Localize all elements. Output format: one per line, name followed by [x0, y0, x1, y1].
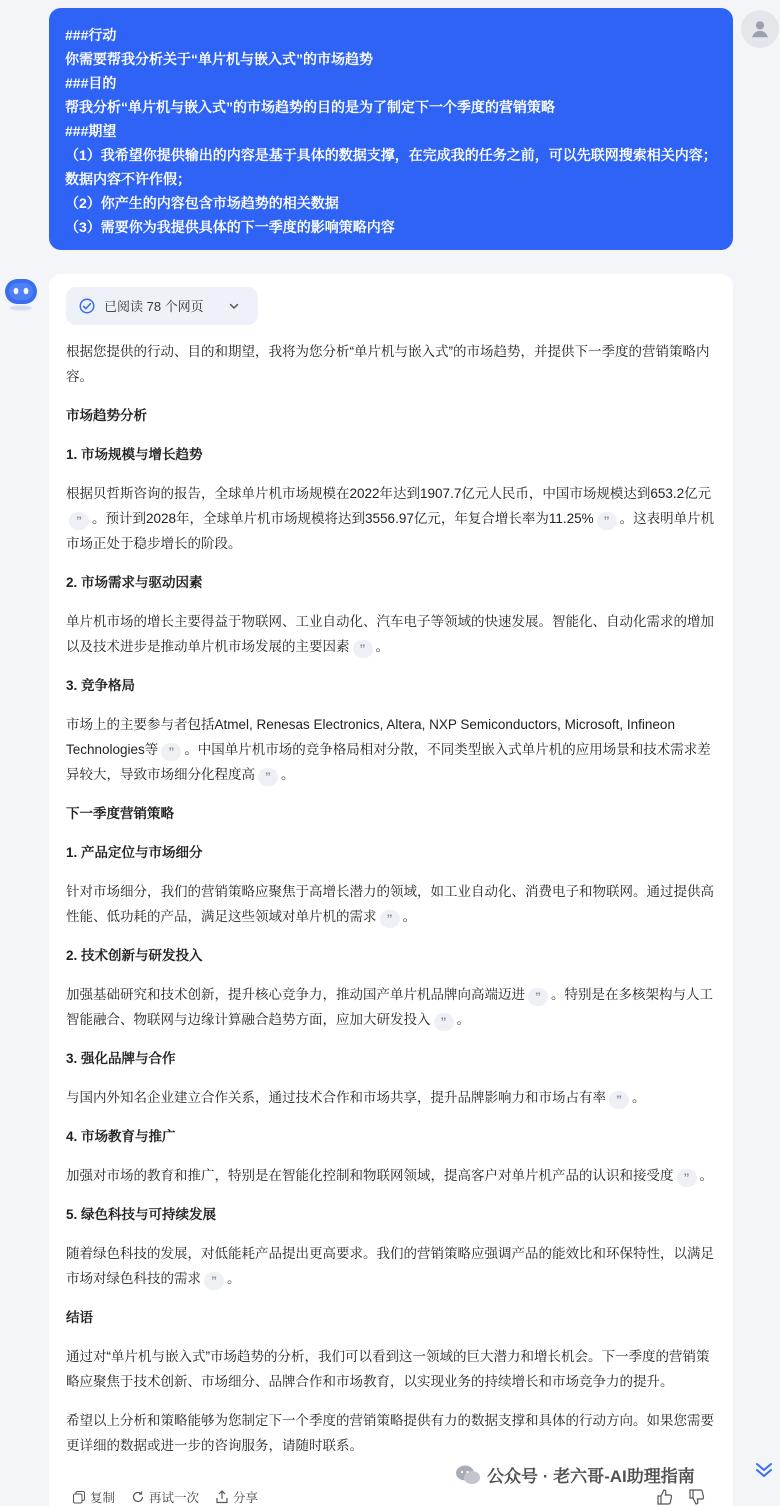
trend-paragraph-3 — [66, 712, 716, 787]
paragraph-text: 。这表明单片机市场正处于稳步增长的阶段。 — [66, 511, 715, 551]
watermark-text: 公众号 · 老六哥-AI助理指南 — [487, 1467, 695, 1486]
read-pages-toggle[interactable] — [66, 287, 258, 325]
answer-intro: 根据您提供的行动、目的和期望，我将为您分析“单片机与嵌入式”的市场趋势，并提供下一季度的营销策略内容。 — [66, 344, 710, 384]
paragraph-text: 。 — [281, 767, 295, 782]
thumbs-down-icon[interactable] — [688, 1488, 706, 1506]
paragraph-text: 。 — [227, 1271, 241, 1286]
check-circle-icon — [78, 297, 96, 315]
strategy-heading-3: 3. 强化品牌与合作 — [66, 1051, 176, 1066]
conclusion-paragraph-2: 希望以上分析和策略能够为您制定下一个季度的营销策略提供有力的数据支撑和具体的行动方向。如果您需要更详细的数据或进一步的咨询服务，请随时联系。 — [66, 1413, 714, 1453]
thumbs-up-icon[interactable] — [656, 1488, 674, 1506]
paragraph-text: 。预计到2028年，全球单片机市场规模将达到3556.97亿元，年复合增长率为11.25% — [92, 511, 594, 526]
trend-heading-1: 1. 市场规模与增长趋势 — [66, 447, 203, 462]
strategy-heading-4: 4. 市场教育与推广 — [66, 1129, 176, 1144]
paragraph-text: 单片机市场的增长主要得益于物联网、工业自动化、汽车电子等领域的快速发展。智能化、自动化需求的增加以及技术进步是推动单片机市场发展的主要因素 — [66, 614, 714, 654]
share-icon — [215, 1490, 229, 1504]
trend-paragraph-1 — [66, 481, 716, 556]
strategy-paragraph-4 — [66, 1163, 716, 1188]
retry-button[interactable] — [131, 1488, 199, 1506]
paragraph-text: 。中国单片机市场的竞争格局相对分散，不同类型嵌入式单片机的应用场景和技术需求差异较大，导致市场细分化程度高 — [66, 742, 711, 782]
paragraph-text: 随着绿色科技的发展，对低能耗产品提出更高要求。我们的营销策略应强调产品的能效比和环保特性，以满足市场对绿色科技的需求 — [66, 1246, 714, 1286]
citation-quote-icon[interactable]: ” — [353, 640, 373, 658]
copy-icon — [72, 1490, 86, 1504]
wechat-watermark — [455, 1462, 695, 1487]
copy-label: 复制 — [90, 1491, 116, 1505]
user-avatar[interactable] — [741, 10, 779, 48]
wechat-icon — [455, 1464, 481, 1486]
citation-quote-icon[interactable]: ” — [677, 1169, 697, 1187]
citation-quote-icon[interactable]: ” — [380, 910, 400, 928]
paragraph-text: 。 — [632, 1090, 646, 1105]
paragraph-text: 。 — [402, 909, 416, 924]
copy-button[interactable] — [72, 1488, 115, 1506]
strategy-paragraph-5 — [66, 1241, 716, 1291]
user-message-line: （2）你产生的内容包含市场趋势的相关数据 — [65, 195, 339, 211]
strategy-heading-1: 1. 产品定位与市场细分 — [66, 845, 203, 860]
retry-label: 再试一次 — [149, 1491, 200, 1505]
trend-paragraph-2 — [66, 609, 716, 659]
strategy-paragraph-1 — [66, 879, 716, 929]
read-pages-label: 已阅读 78 个网页 — [104, 298, 204, 314]
citation-quote-icon[interactable]: ” — [204, 1272, 224, 1290]
citation-quote-icon[interactable]: ” — [609, 1091, 629, 1109]
trend-heading-3: 3. 竞争格局 — [66, 678, 136, 693]
strategy-heading-5: 5. 绿色科技与可持续发展 — [66, 1207, 217, 1222]
citation-quote-icon[interactable]: ” — [258, 768, 278, 786]
user-message-line: （3）需要你为我提供具体的下一季度的影响策略内容 — [65, 219, 395, 235]
user-message-line: （1）我希望你提供输出的内容是基于具体的数据支撑，在完成我的任务之前，可以先联网搜索相关内容；数据内容不许作假； — [65, 147, 717, 187]
conclusion-paragraph-1: 通过对“单片机与嵌入式”市场趋势的分析，我们可以看到这一领域的巨大潜力和增长机会。下一季度的营销策略应聚焦于技术创新、市场细分、品牌合作和市场教育，以实现业务的持续增长和市场竞争力的提升。 — [66, 1349, 710, 1389]
paragraph-text: 与国内外知名企业建立合作关系，通过技术合作和市场共享，提升品牌影响力和市场占有率 — [66, 1090, 606, 1105]
paragraph-text: 加强基础研究和技术创新，提升核心竞争力，推动国产单片机品牌向高端迈进 — [66, 987, 525, 1002]
paragraph-text: 。特别是在多核架构与人工智能融合、物联网与边缘计算融合趋势方面，应加大研发投入 — [66, 987, 713, 1027]
paragraph-text: 针对市场细分，我们的营销策略应聚焦于高增长潜力的领域，如工业自动化、消费电子和物联网。通过提供高性能、低功耗的产品，满足这些领域对单片机的需求 — [66, 884, 714, 924]
feedback-buttons — [656, 1488, 706, 1506]
user-message-line: ###目的 — [65, 75, 117, 91]
user-message-line: ###期望 — [65, 123, 117, 139]
user-icon — [749, 18, 771, 40]
user-message-line: 帮我分析“单片机与嵌入式”的市场趋势的目的是为了制定下一个季度的营销策略 — [65, 99, 555, 115]
paragraph-text: 加强对市场的教育和推广，特别是在智能化控制和物联网领域，提高客户对单片机产品的认识和接受度 — [66, 1168, 674, 1183]
paragraph-text: 。 — [375, 639, 389, 654]
section-heading-trend: 市场趋势分析 — [66, 408, 147, 423]
answer-toolbar — [72, 1488, 258, 1506]
assistant-avatar-icon — [2, 275, 40, 313]
assistant-answer — [49, 274, 733, 1506]
retry-icon — [131, 1490, 145, 1504]
citation-quote-icon[interactable]: ” — [528, 988, 548, 1006]
user-message-bubble — [49, 8, 733, 250]
strategy-paragraph-3 — [66, 1085, 716, 1110]
user-message-line: 你需要帮我分析关于“单片机与嵌入式”的市场趋势 — [65, 51, 373, 67]
paragraph-text: 。 — [699, 1168, 713, 1183]
paragraph-text: 市场上的主要参与者包括Atmel, Renesas Electronics, Altera, NXP Semiconductors, Microsoft, Infineon Technologies等 — [66, 717, 675, 757]
citation-quote-icon[interactable]: ” — [69, 512, 89, 530]
section-heading-strategy: 下一季度营销策略 — [66, 806, 174, 821]
trend-heading-2: 2. 市场需求与驱动因素 — [66, 575, 203, 590]
citation-quote-icon[interactable]: ” — [597, 512, 617, 530]
strategy-heading-2: 2. 技术创新与研发投入 — [66, 948, 203, 963]
chevron-down-icon — [228, 300, 240, 312]
paragraph-text: 。 — [456, 1012, 470, 1027]
scroll-down-icon[interactable] — [752, 1458, 776, 1482]
paragraph-text: 根据贝哲斯咨询的报告，全球单片机市场规模在2022年达到1907.7亿元人民币，中国市场规模达到653.2亿元 — [66, 486, 712, 501]
share-label: 分享 — [233, 1491, 259, 1505]
citation-quote-icon[interactable]: ” — [161, 743, 181, 761]
user-message-line: ###行动 — [65, 27, 117, 43]
section-heading-conclusion: 结语 — [66, 1310, 93, 1325]
strategy-paragraph-2 — [66, 982, 716, 1032]
share-button[interactable] — [215, 1488, 258, 1506]
citation-quote-icon[interactable]: ” — [434, 1013, 454, 1031]
